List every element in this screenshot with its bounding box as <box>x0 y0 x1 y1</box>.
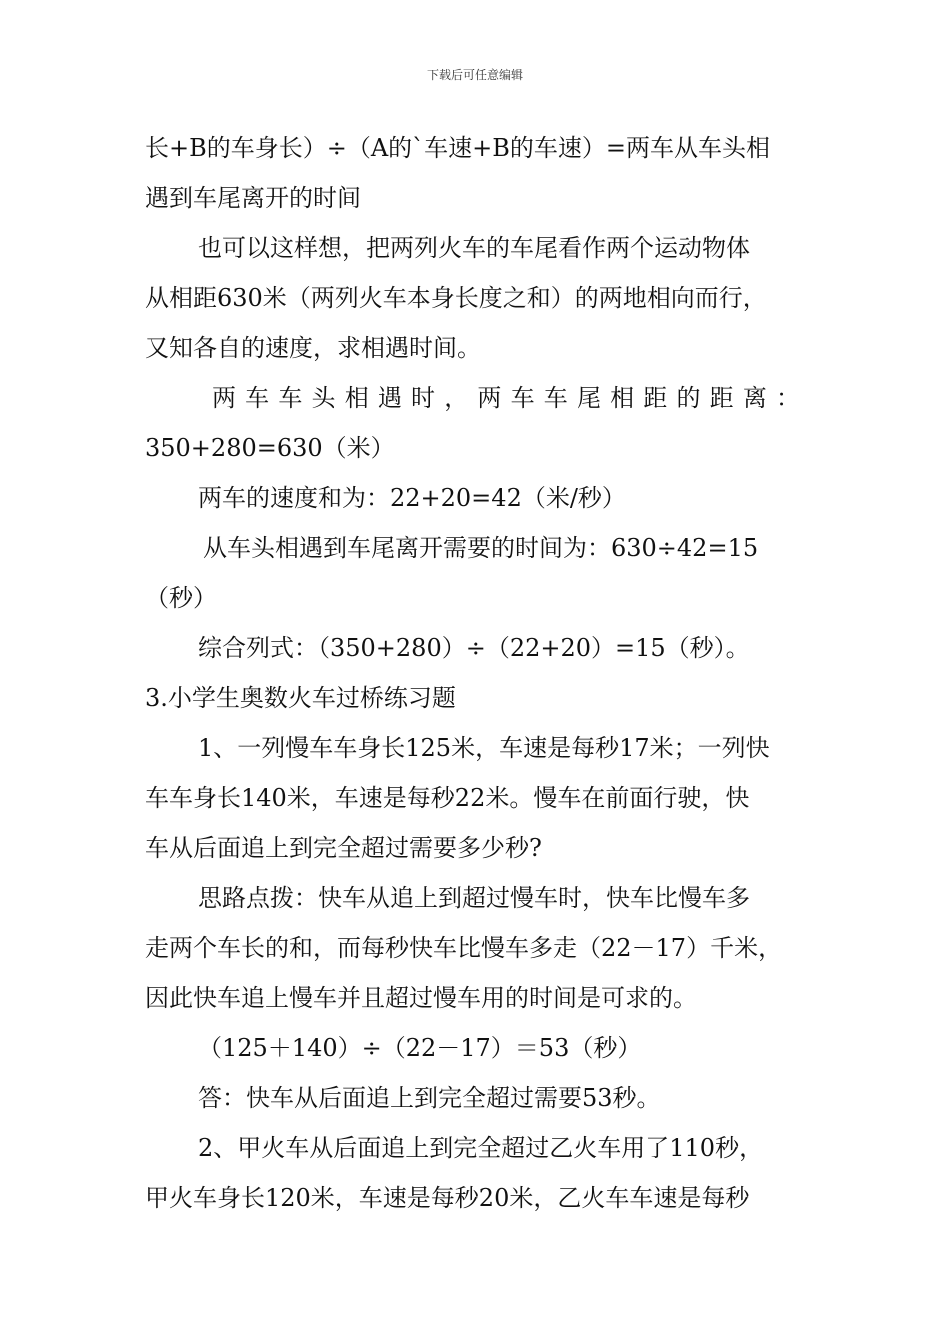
page-header: 下载后可任意编辑 <box>426 68 523 82</box>
text-line: 走两个车长的和，而每秒快车比慢车多走（22－17）千米， <box>145 934 783 962</box>
text-line: （秒） <box>145 584 217 612</box>
text-line: 1、一列慢车车身长125米，车速是每秒17米；一列快 <box>198 734 770 762</box>
text-line: 长+B的车身长）÷（A的`车速+B的车速）=两车从车头相 <box>145 134 771 162</box>
text-line: 思路点拨：快车从追上到超过慢车时，快车比慢车多 <box>198 884 750 912</box>
text-line: 甲火车身长120米，车速是每秒20米，乙火车车速是每秒 <box>145 1184 750 1212</box>
text-line: （125＋140）÷（22－17）＝53（秒） <box>198 1034 642 1062</box>
text-line: 综合列式：（350+280）÷（22+20）=15（秒）。 <box>198 634 750 662</box>
text-line: 车从后面追上到完全超过需要多少秒? <box>145 834 542 862</box>
text-line: 两车的速度和为：22+20=42（米/秒） <box>198 484 626 512</box>
text-line: 因此快车追上慢车并且超过慢车用的时间是可求的。 <box>145 984 697 1012</box>
text-line: 又知各自的速度，求相遇时间。 <box>145 334 481 362</box>
text-line: 两车车头相遇时，两车车尾相距的距离： <box>212 384 800 412</box>
text-line: 答：快车从后面追上到完全超过需要53秒。 <box>198 1084 661 1112</box>
text-line: 也可以这样想，把两列火车的车尾看作两个运动物体 <box>198 234 750 262</box>
section-heading: 3.小学生奥数火车过桥练习题 <box>145 684 456 712</box>
text-line: 从车头相遇到车尾离开需要的时间为：630÷42=15 <box>203 534 759 562</box>
text-line: 从相距630米（两列火车本身长度之和）的两地相向而行， <box>145 284 767 312</box>
text-line: 遇到车尾离开的时间 <box>145 184 361 212</box>
text-line: 350+280=630（米） <box>145 434 395 462</box>
text-line: 2、甲火车从后面追上到完全超过乙火车用了110秒， <box>198 1134 764 1162</box>
text-line: 车车身长140米，车速是每秒22米。慢车在前面行驶，快 <box>145 784 750 812</box>
